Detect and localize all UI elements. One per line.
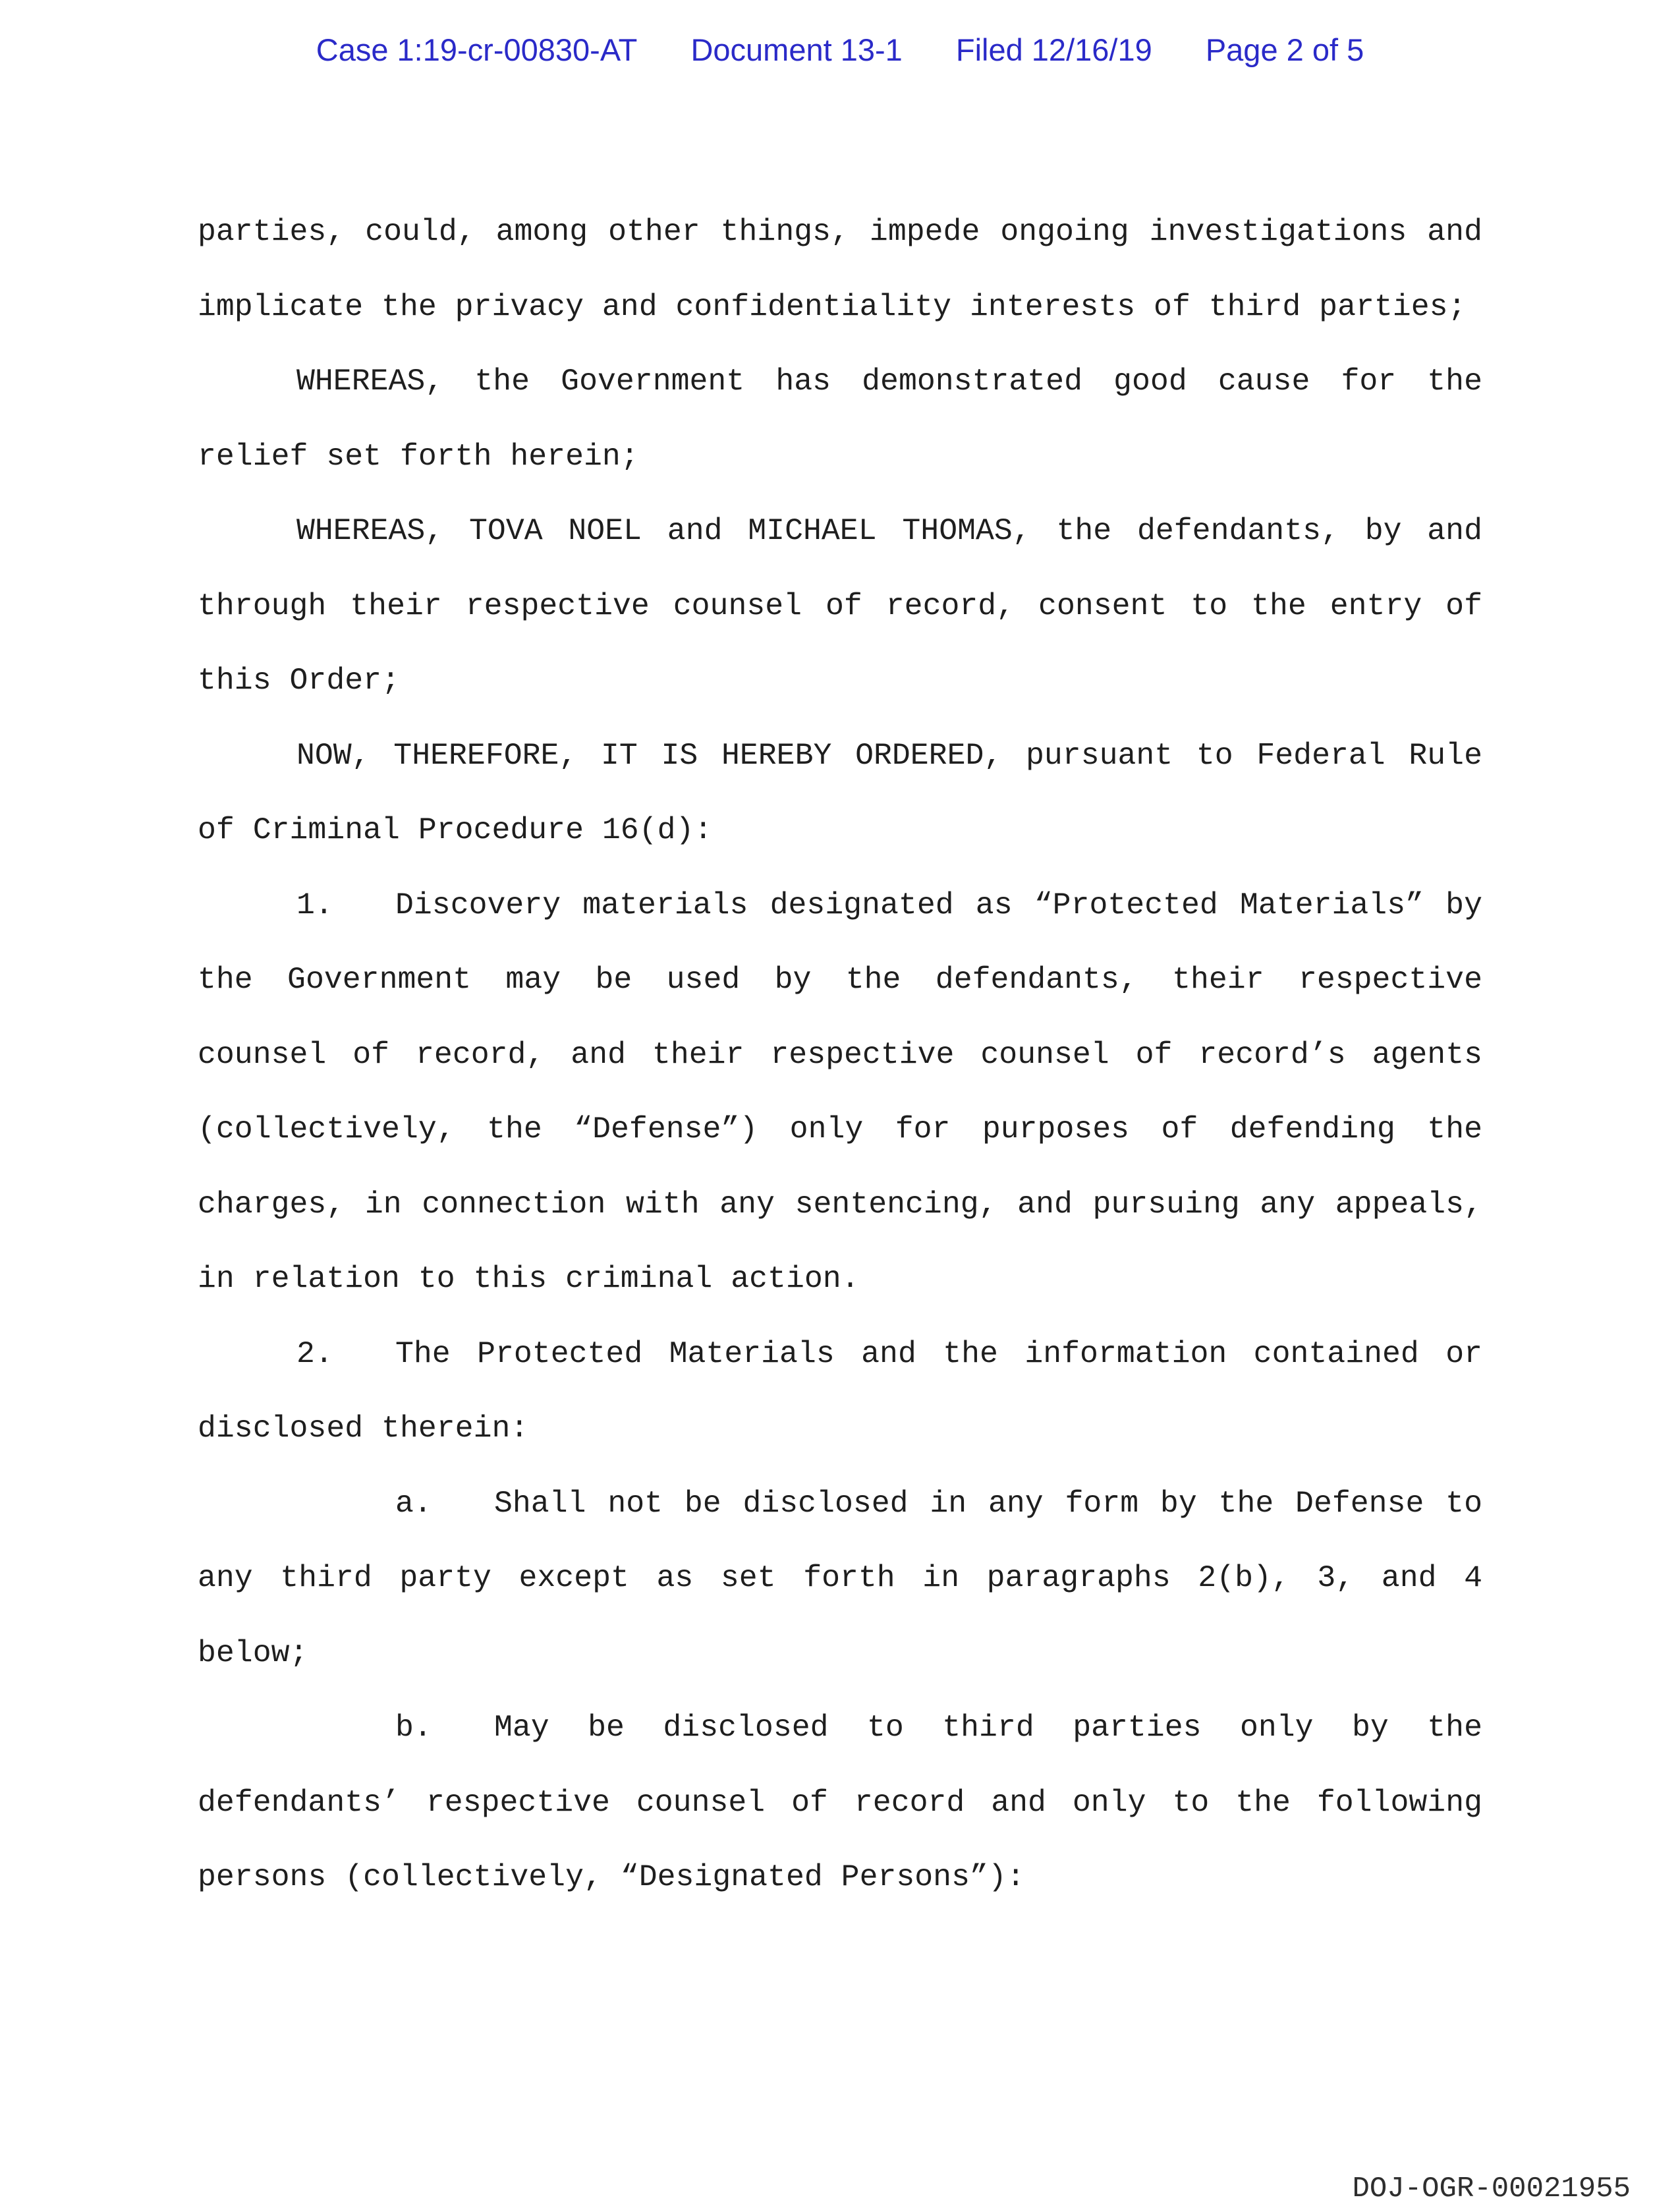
document-number: Document 13-1 — [690, 32, 903, 67]
item-2-text: The Protected Materials and the information contained or disclosed therein: — [198, 1336, 1482, 1446]
item-a-letter: a. — [395, 1485, 432, 1521]
item-a-text: Shall not be disclosed in any form by the Defense to any third party except as set forth in paragraphs 2(b), 3, and 4 below; — [198, 1485, 1482, 1670]
document-body — [198, 194, 1482, 1915]
paragraph-whereas-consent: WHEREAS, TOVA NOEL and MICHAEL THOMAS, the defendants, by and through their respective counsel of record, consent to the entry of this Order; — [198, 513, 1482, 698]
paragraph-item-2 — [198, 1317, 1482, 1466]
filed-date: Filed 12/16/19 — [955, 32, 1152, 67]
item-b-text: May be disclosed to third parties only by the defendants’ respective counsel of record and only to the following persons (collectively, “Designated Persons”): — [198, 1710, 1482, 1894]
item-1-text: Discovery materials designated as “Protected Materials” by the Government may be used by the defendants, their respective counsel of record, and their respective counsel of record’s agents (collectively, the “Defense”) only for purposes of defending the charges, in connection with any sentencing, and pursuing any appeals, in relation to this criminal action. — [198, 887, 1482, 1296]
paragraph-item-b — [198, 1690, 1482, 1915]
paragraph-item-1 — [198, 868, 1482, 1317]
item-1-number: 1. — [296, 887, 333, 922]
bates-number: DOJ-OGR-00021955 — [1352, 2172, 1631, 2205]
case-header — [0, 32, 1680, 68]
paragraph-item-a — [198, 1466, 1482, 1691]
paragraph-whereas-good-cause: WHEREAS, the Government has demonstrated good cause for the relief set forth herein; — [198, 364, 1482, 474]
item-2-number: 2. — [296, 1336, 333, 1371]
page-number: Page 2 of 5 — [1205, 32, 1364, 67]
item-b-letter: b. — [395, 1710, 432, 1745]
paragraph-continuation: parties, could, among other things, impede ongoing investigations and implicate the privacy and confidentiality interests of third parties; — [198, 214, 1482, 324]
paragraph-now-therefore: NOW, THEREFORE, IT IS HEREBY ORDERED, pursuant to Federal Rule of Criminal Procedure 16(d): — [198, 737, 1482, 847]
case-number: Case 1:19-cr-00830-AT — [316, 32, 638, 67]
